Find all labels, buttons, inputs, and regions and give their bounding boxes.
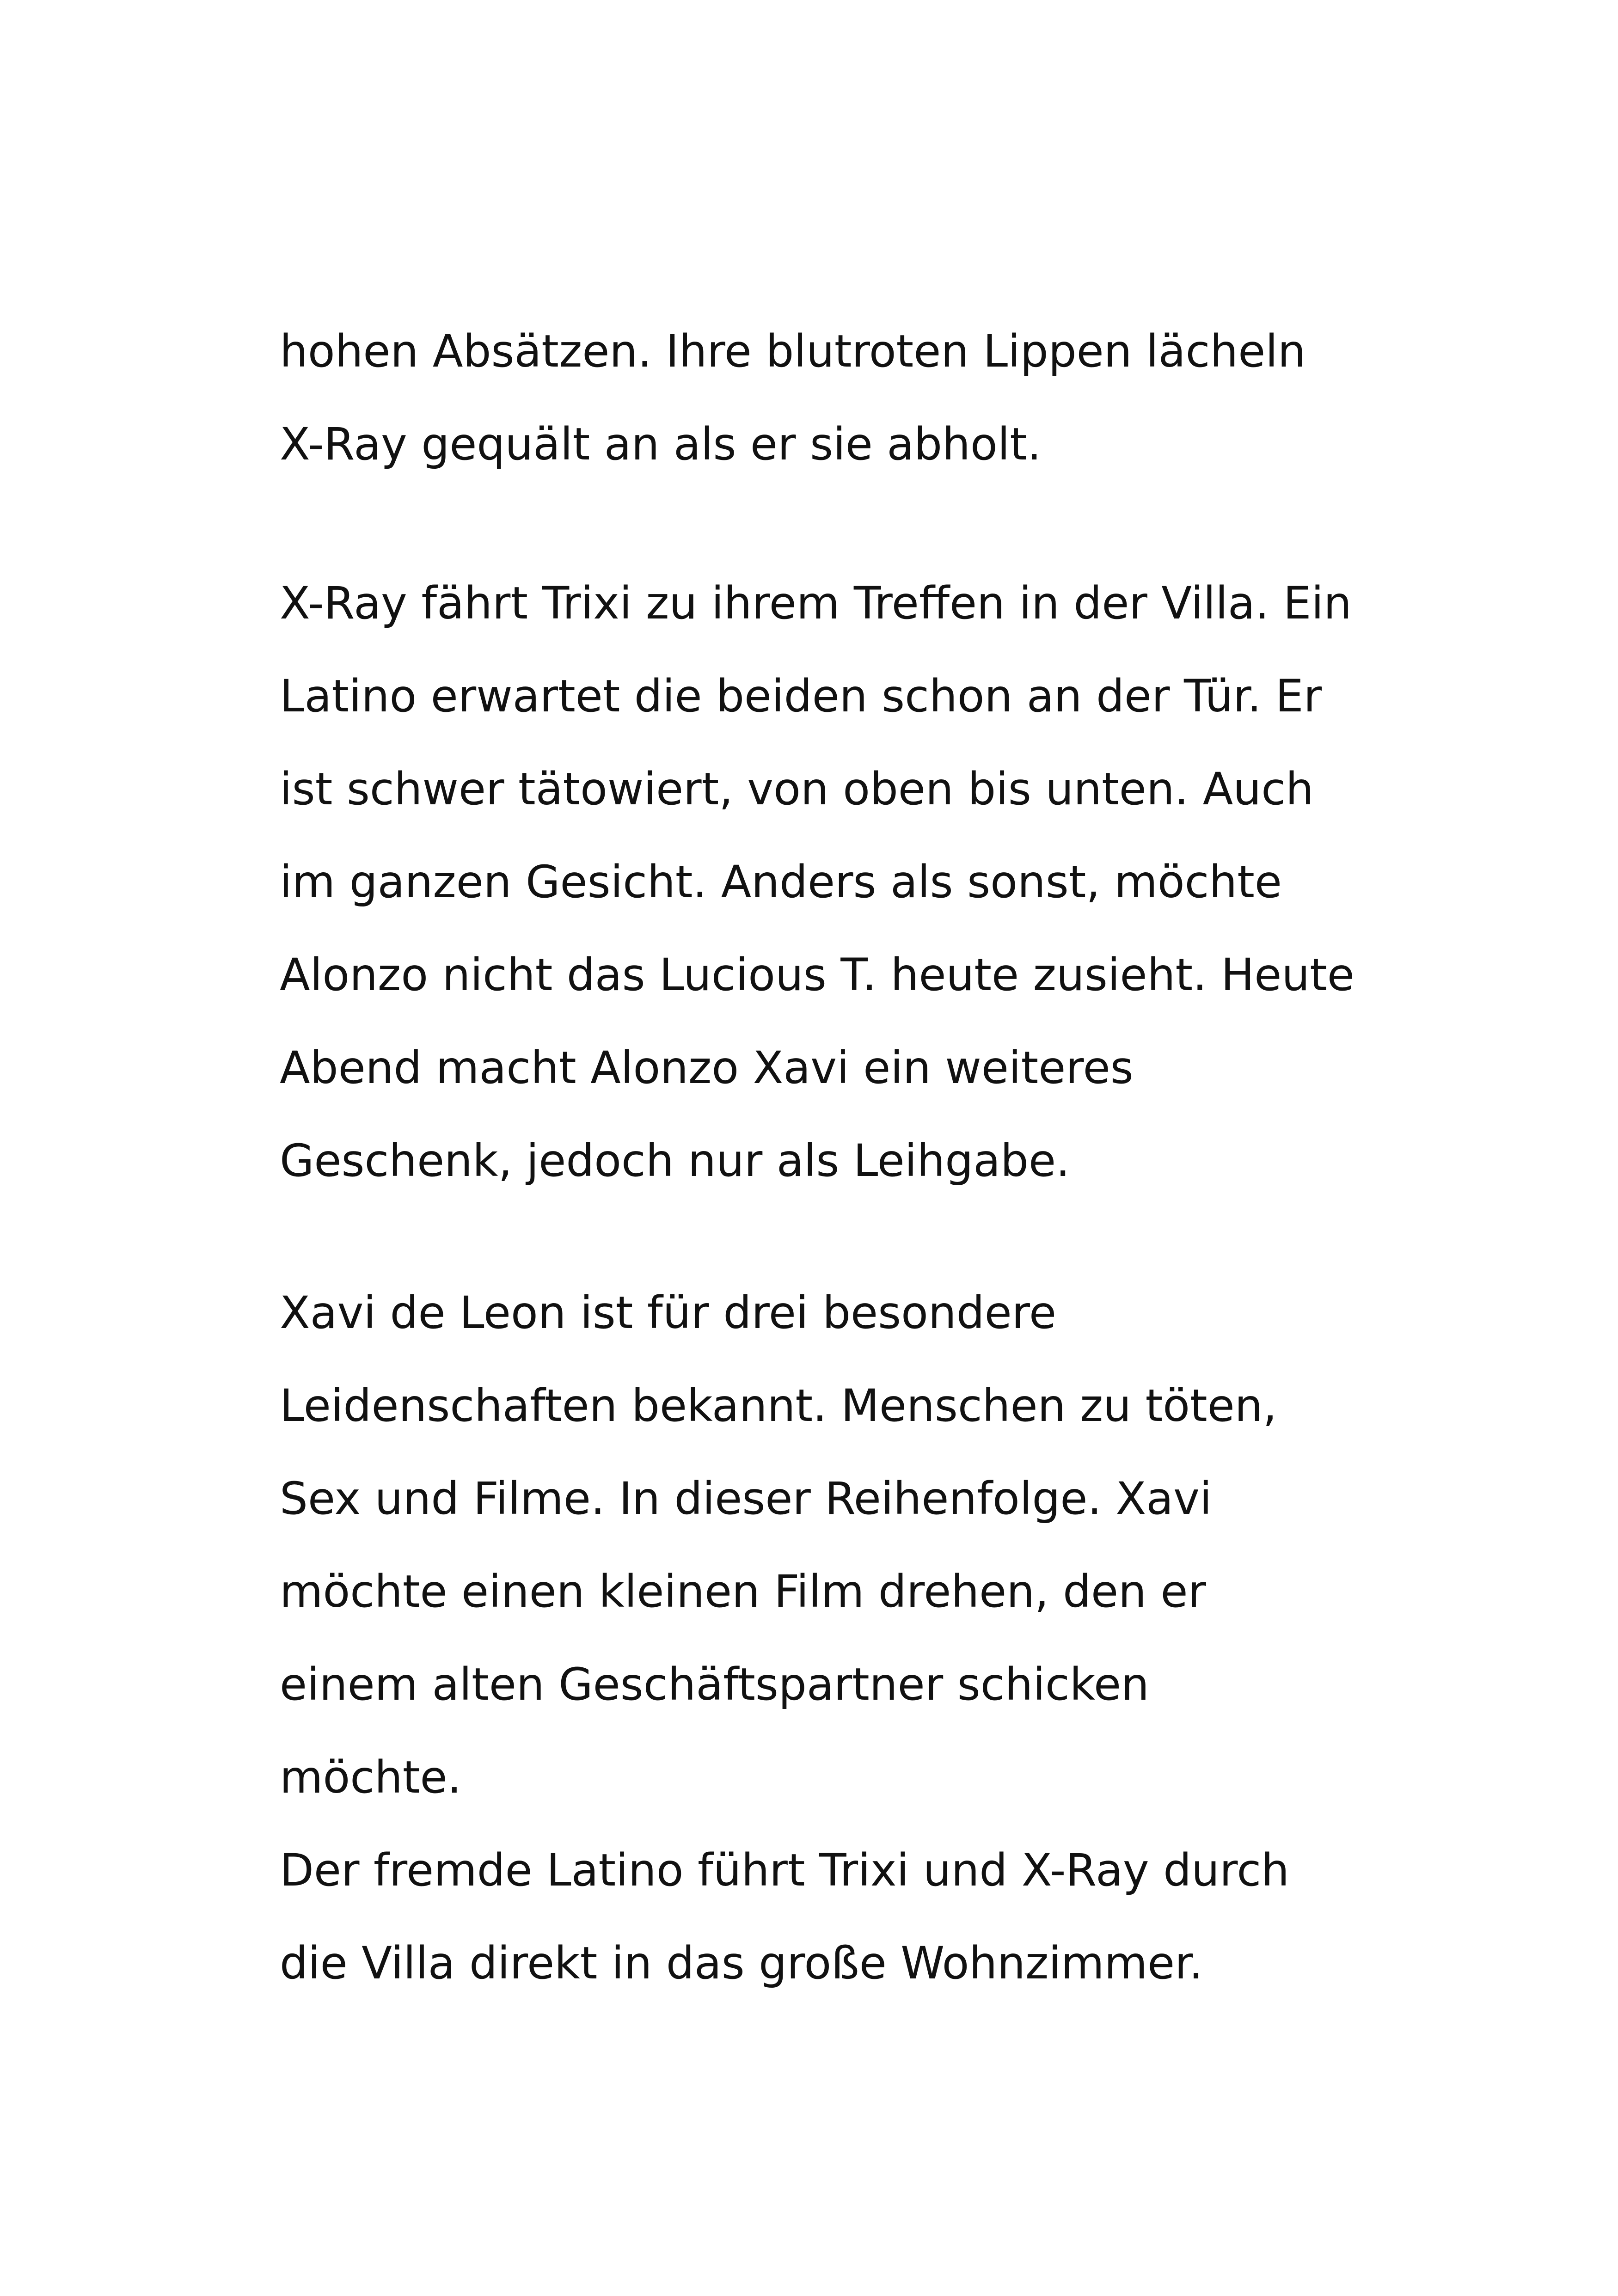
text-line: Der fremde Latino führt Trixi und X-Ray durch [280,1844,1289,1896]
text-line: Sex und Filme. In dieser Reihenfolge. Xavi [280,1473,1212,1525]
text-line: Abend macht Alonzo Xavi ein weiteres [280,1042,1134,1094]
text-line: ist schwer tätowiert, von oben bis unten. Auch [280,763,1314,815]
text-line: Alonzo nicht das Lucious T. heute zusieht. Heute [280,949,1354,1001]
text-line: X-Ray gequält an als er sie abholt. [280,418,1042,470]
text-line: im ganzen Gesicht. Anders als sonst, möchte [280,856,1282,908]
paragraph-2 [280,557,1435,1207]
text-line: hohen Absätzen. Ihre blutroten Lippen lächeln [280,325,1306,377]
text-line: X-Ray fährt Trixi zu ihrem Treffen in der Villa. Ein [280,577,1352,629]
text-line: möchte einen kleinen Film drehen, den er [280,1566,1206,1617]
paragraph-3 [280,1267,1435,2010]
text-line: die Villa direkt in das große Wohnzimmer. [280,1937,1203,1989]
text-line: Xavi de Leon ist für drei besondere [280,1287,1057,1339]
text-line: Geschenk, jedoch nur als Leihgabe. [280,1135,1070,1187]
text-line: einem alten Geschäftspartner schicken [280,1659,1149,1710]
text-line: möchte. [280,1751,462,1803]
paragraph-1 [280,305,1435,491]
text-line: Latino erwartet die beiden schon an der Tür. Er [280,670,1322,722]
text-line: Leidenschaften bekannt. Menschen zu töten, [280,1380,1277,1432]
